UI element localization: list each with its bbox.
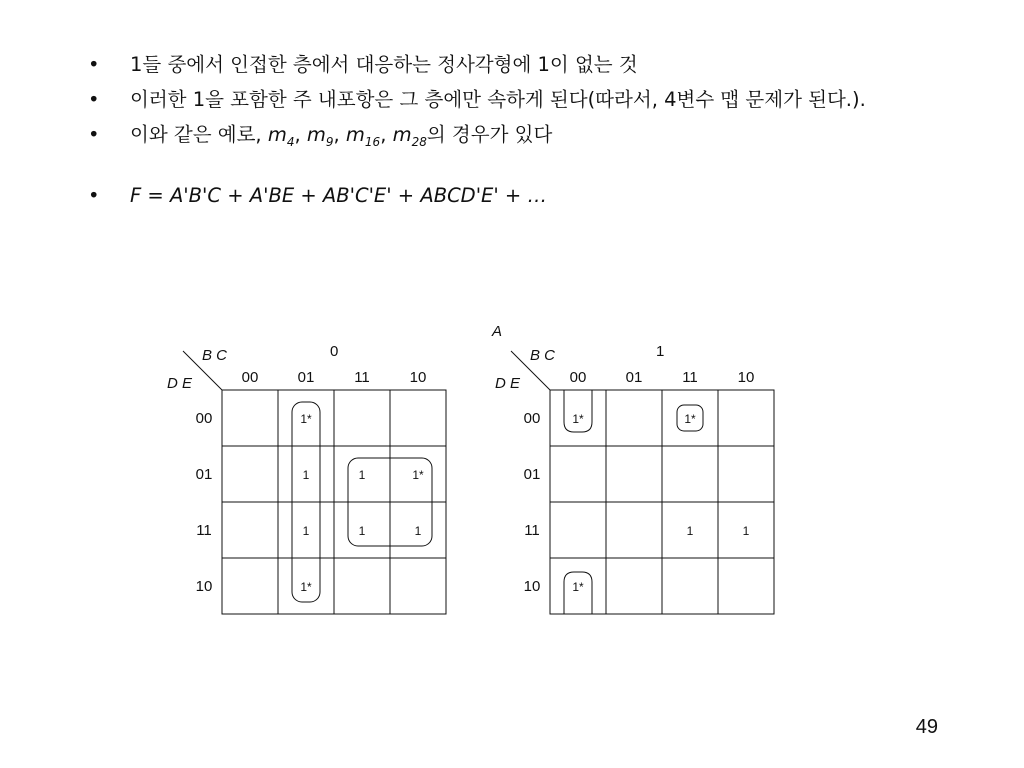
kmap-cell: 1 [358, 468, 366, 482]
kmap-a1-svg [478, 318, 788, 618]
kmap-cell: 1 [302, 524, 310, 538]
kmap-cells [300, 412, 424, 594]
kmap-col-header: 00 [241, 369, 259, 386]
kmap-cell: 1 [414, 524, 422, 538]
page-number: 49 [915, 716, 938, 738]
kmap-a-value: 1 [656, 343, 665, 360]
kmap-bc-label: B C [202, 347, 228, 364]
kmap-a-value: 0 [330, 343, 339, 360]
kmap-row-header: 11 [196, 522, 212, 539]
kmap-bc-label: B C [530, 347, 556, 364]
bullet-marker: • [88, 88, 100, 111]
kmap-row-header: 10 [195, 578, 213, 595]
bullet-text: 이러한 1을 포함한 주 내포항은 그 층에만 속하게 된다(따라서, 4변수 맵 문제가 된다.). [130, 88, 866, 111]
bullet-text: 1들 중에서 인접한 층에서 대응하는 정사각형에 1이 없는 것 [130, 53, 638, 76]
kmap-col-header: 10 [409, 369, 427, 386]
kmap-cell: 1 [686, 524, 694, 538]
bullet-item-3 [88, 120, 948, 157]
kmap-row-header: 01 [523, 466, 541, 483]
minterm-m9: $m_9$, [306, 123, 346, 149]
bullet-marker: • [88, 53, 100, 76]
bullet-item-1 [88, 50, 948, 80]
kmap-cell: 1* [300, 580, 312, 594]
kmap-col-header: 11 [682, 369, 698, 386]
kmap-a0 [150, 318, 460, 618]
kmap-cell: 1* [412, 468, 424, 482]
kmap-cell: 1* [572, 580, 584, 594]
kmap-row-header: 11 [524, 522, 540, 539]
kmap-cell: 1* [300, 412, 312, 426]
bullet-prefix: 이와 같은 예로, [130, 123, 268, 146]
kmap-col-header: 10 [737, 369, 755, 386]
bullet-list [88, 50, 948, 216]
kmap-a0-svg [150, 318, 460, 618]
kmap-de-label: D E [167, 375, 193, 392]
kmap-a1 [478, 318, 788, 618]
kmap-row-header: 10 [523, 578, 541, 595]
kmap-col-header: 11 [354, 369, 370, 386]
minterm-m4: $m_4$, [267, 123, 307, 149]
minterm-m28: $m_{28}$ [392, 123, 427, 149]
bullet-item-2 [88, 85, 948, 115]
kmap-row-header: 01 [195, 466, 213, 483]
bullet-suffix: 의 경우가 있다 [426, 123, 553, 146]
bullet-item-formula [88, 181, 948, 211]
kmap-cell: 1 [358, 524, 366, 538]
kmap-col-header: 01 [297, 369, 315, 386]
kmap-cells [572, 412, 749, 594]
kmap-cell: 1* [572, 412, 584, 426]
kmap-cell: 1* [684, 412, 696, 426]
kmap-col-header: 01 [625, 369, 643, 386]
kmap-col-header: 00 [569, 369, 587, 386]
kmap-a-label: A [492, 323, 503, 340]
formula-text: F = A'B'C + A'BE + AB'C'E' + ABCD'E' + … [130, 183, 547, 207]
kmap-de-label: D E [495, 375, 521, 392]
kmap-cell: 1 [302, 468, 310, 482]
kmap-cell: 1 [742, 524, 750, 538]
bullet-marker: • [88, 183, 100, 207]
bullet-marker: • [88, 123, 100, 146]
kmap-grid [222, 390, 446, 614]
kmap-row-header: 00 [195, 410, 213, 427]
kmap-row-header: 00 [523, 410, 541, 427]
minterm-m16: $m_{16}$, [345, 123, 393, 149]
